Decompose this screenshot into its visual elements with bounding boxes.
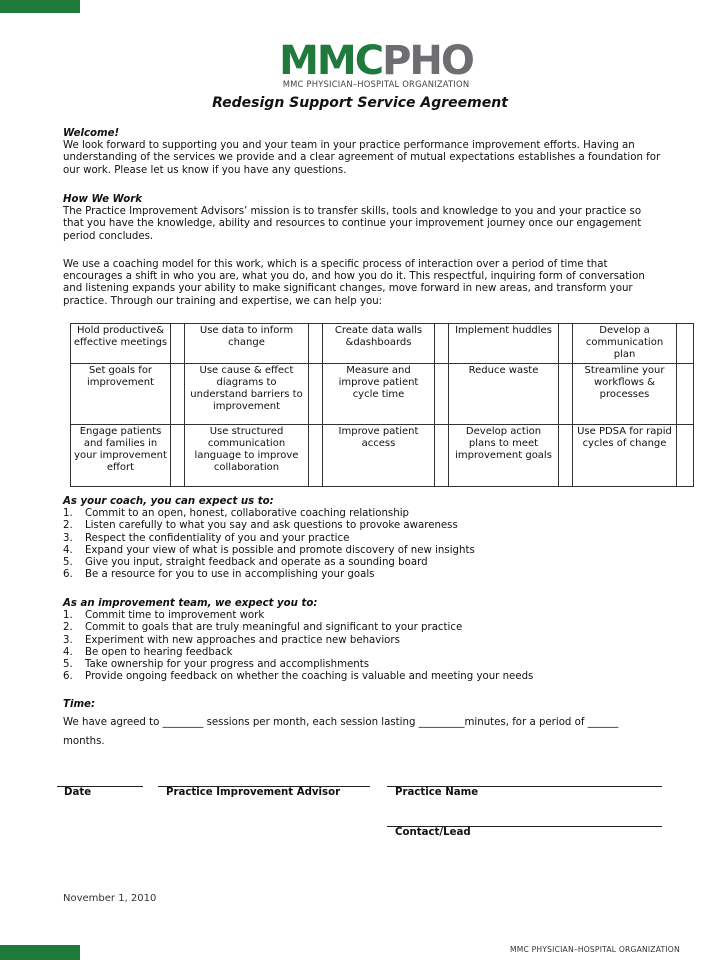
grid-cell: Use data to inform change — [185, 324, 309, 364]
how-we-work-section — [63, 194, 663, 243]
footer-organization-name: MMC PHYSICIAN–HOSPITAL ORGANIZATION — [510, 945, 680, 954]
list-number: 4. — [63, 544, 73, 556]
signature-label-contact: Contact/Lead — [395, 827, 471, 838]
grid-cell: Engage patients and families in your improvement effort — [71, 424, 171, 486]
logo-mmc: MMC — [279, 38, 383, 84]
list-item — [63, 659, 663, 671]
list-item-text: Provide ongoing feedback on whether the coaching is valuable and meeting your needs — [85, 671, 534, 683]
list-item-text: Give you input, straight feedback and operate as a sounding board — [85, 557, 428, 569]
document-date: November 1, 2010 — [63, 893, 157, 904]
list-item-text: Commit to an open, honest, collaborative coaching relationship — [85, 508, 409, 520]
grid-spacer — [677, 424, 694, 486]
team-expectations-list — [63, 610, 663, 683]
logo-tagline: MMC PHYSICIAN–HOSPITAL ORGANIZATION — [282, 79, 470, 89]
list-item-text: Be open to hearing feedback — [85, 646, 233, 658]
list-item — [63, 647, 663, 659]
time-heading: Time: — [63, 699, 96, 710]
services-grid — [70, 323, 694, 487]
grid-spacer — [171, 424, 185, 486]
services-grid-row — [71, 363, 694, 424]
grid-cell: Use cause & effect diagrams to understand barriers to improvement — [185, 363, 309, 424]
coaching-model-section — [63, 259, 663, 308]
list-item-text: Experiment with new approaches and practice new behaviors — [85, 634, 400, 646]
list-item-text: Commit time to improvement work — [85, 610, 265, 622]
how-we-work-heading: How We Work — [63, 194, 143, 205]
signature-label-advisor: Practice Improvement Advisor — [166, 787, 341, 798]
grid-spacer — [309, 424, 323, 486]
list-item — [63, 557, 663, 569]
team-expectations-heading: As an improvement team, we expect you to: — [63, 598, 318, 609]
list-item-text: Be a resource for you to use in accomplishing your goals — [85, 569, 375, 581]
coach-expectations-heading: As your coach, you can expect us to: — [63, 496, 274, 507]
list-number: 1. — [63, 610, 73, 622]
signature-label-date: Date — [64, 787, 92, 798]
list-item — [63, 671, 663, 683]
how-we-work-body: The Practice Improvement Advisors’ mission is to transfer skills, tools and knowledge to you and your practice so that you have the knowledge, ability and resources to continue your improvement journey once our engagement period concludes. — [63, 206, 642, 242]
grid-spacer — [559, 363, 573, 424]
mmcpho-logo — [276, 38, 476, 89]
grid-cell: Reduce waste — [449, 363, 559, 424]
coaching-model-body: We use a coaching model for this work, which is a specific process of interaction over a period of time that encourages a shift in who you are, what you do, and how you do it. This respectful, inquiring form of conversation and listening expands your ability to make significant changes, move forward in new areas, and transform your practice. Through our training and expertise, we can help you: — [63, 259, 645, 307]
grid-cell: Set goals for improvement — [71, 363, 171, 424]
list-item-text: Commit to goals that are truly meaningful and significant to your practice — [85, 622, 463, 634]
welcome-heading: Welcome! — [63, 128, 120, 139]
corner-accent-bar-top — [0, 0, 80, 13]
corner-accent-bar-bottom — [0, 945, 80, 960]
services-grid-row — [71, 424, 694, 486]
grid-spacer — [171, 324, 185, 364]
list-number: 1. — [63, 508, 73, 520]
list-number: 3. — [63, 532, 73, 544]
list-item — [63, 610, 663, 622]
time-terms-line-2: months. — [63, 736, 105, 748]
grid-spacer — [677, 324, 694, 364]
coach-expectations-section — [63, 496, 663, 581]
list-number: 5. — [63, 557, 73, 569]
grid-cell: Improve patient access — [323, 424, 435, 486]
grid-spacer — [171, 363, 185, 424]
time-terms-line-1: We have agreed to ________ sessions per month, each session lasting _________minutes, for a period of ______ — [63, 717, 619, 729]
list-number: 6. — [63, 671, 73, 683]
grid-spacer — [677, 363, 694, 424]
signature-label-practice: Practice Name — [395, 787, 479, 798]
list-number: 2. — [63, 520, 73, 532]
list-number: 3. — [63, 634, 73, 646]
time-section — [63, 699, 663, 749]
welcome-body: We look forward to supporting you and your team in your practice performance improvement efforts. Having an understanding of the services we provide and a clear agreement of mutual expectations establishes a foundation for our work. Please let us know if you have any questions. — [63, 140, 661, 176]
grid-spacer — [559, 324, 573, 364]
grid-spacer — [309, 324, 323, 364]
list-number: 6. — [63, 569, 73, 581]
list-number: 4. — [63, 646, 73, 658]
grid-spacer — [309, 363, 323, 424]
list-number: 5. — [63, 659, 73, 671]
grid-cell: Use PDSA for rapid cycles of change — [573, 424, 677, 486]
welcome-section — [63, 128, 663, 177]
list-item-text: Take ownership for your progress and accomplishments — [85, 659, 370, 671]
list-item-text: Respect the confidentiality of you and your practice — [85, 532, 350, 544]
list-number: 2. — [63, 622, 73, 634]
list-item — [63, 533, 663, 545]
team-expectations-section — [63, 598, 663, 683]
grid-cell: Use structured communication language to improve collaboration — [185, 424, 309, 486]
grid-cell: Create data walls &dashboards — [323, 324, 435, 364]
list-item — [63, 622, 663, 634]
grid-cell: Streamline your workflows & processes — [573, 363, 677, 424]
grid-cell: Implement huddles — [449, 324, 559, 364]
list-item — [63, 569, 663, 581]
grid-spacer — [435, 363, 449, 424]
grid-cell: Develop action plans to meet improvement goals — [449, 424, 559, 486]
grid-spacer — [559, 424, 573, 486]
grid-cell: Hold productive& effective meetings — [71, 324, 171, 364]
grid-spacer — [435, 324, 449, 364]
list-item-text: Expand your view of what is possible and promote discovery of new insights — [85, 544, 475, 556]
coach-expectations-list — [63, 508, 663, 581]
logo-pho: PHO — [382, 38, 473, 84]
services-grid-row — [71, 324, 694, 364]
list-item — [63, 508, 663, 520]
document-title: Redesign Support Service Agreement — [212, 95, 508, 111]
list-item — [63, 520, 663, 532]
list-item — [63, 635, 663, 647]
grid-spacer — [435, 424, 449, 486]
grid-cell: Measure and improve patient cycle time — [323, 363, 435, 424]
grid-cell: Develop a communication plan — [573, 324, 677, 364]
list-item — [63, 545, 663, 557]
list-item-text: Listen carefully to what you say and ask questions to provoke awareness — [85, 520, 458, 532]
